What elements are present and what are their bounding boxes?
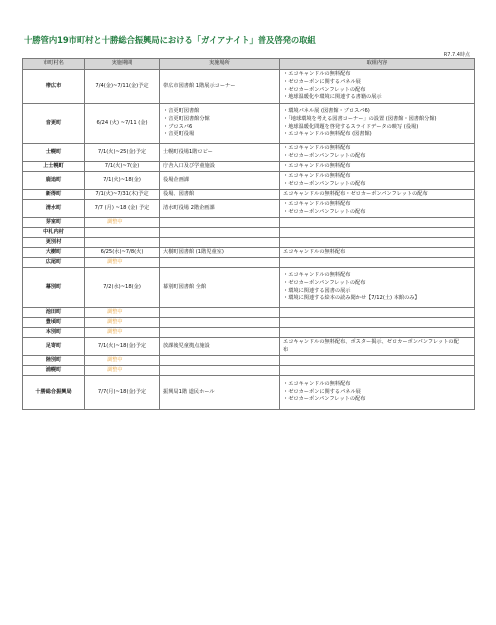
header-location: 実施場所 — [160, 59, 280, 70]
location-cell — [160, 318, 280, 328]
content-line: 布 — [283, 346, 289, 353]
location-cell — [160, 172, 280, 190]
table-row — [23, 318, 475, 328]
municipality-cell: 音更町 — [23, 104, 85, 144]
period-cell-pending: 調整中 — [85, 308, 160, 318]
content-line: ・ゼロカーボンに関するパネル展 — [283, 388, 361, 395]
location-cell — [160, 308, 280, 318]
table-row — [23, 144, 475, 162]
municipality-cell: 幕別町 — [23, 268, 85, 308]
municipality-cell: 更別村 — [23, 238, 85, 248]
location-cell — [160, 258, 280, 268]
content-cell — [280, 356, 475, 366]
content-cell — [280, 366, 475, 376]
table-row — [23, 308, 475, 318]
content-cell — [280, 228, 475, 238]
location-cell — [160, 162, 280, 172]
location-line: 庁舎入口及び学童施設 — [163, 162, 215, 169]
content-line: ・環境に関連する絵本の読み聞かせ【7/12(土) 本館のみ】 — [283, 295, 420, 302]
content-line: ・エコキャンドルの無料配布 — [283, 162, 351, 169]
location-line: ・音更町役場 — [163, 131, 195, 138]
content-line: ・エコキャンドルの無料配布 — [283, 71, 351, 78]
content-cell — [280, 218, 475, 228]
period-cell: 7/1(火)~7/31(木)予定 — [85, 190, 160, 200]
municipality-cell: 芽室町 — [23, 218, 85, 228]
table-row — [23, 258, 475, 268]
location-line: 役場企画課 — [163, 176, 189, 183]
location-line: ・音更町図書館 — [163, 108, 200, 115]
municipality-cell: 池田町 — [23, 308, 85, 318]
table-row — [23, 366, 475, 376]
content-cell — [280, 200, 475, 218]
content-cell — [280, 338, 475, 356]
period-cell — [85, 228, 160, 238]
content-line: ・エコキャンドルの無料配布 — [283, 272, 351, 279]
municipality-cell: 上士幌町 — [23, 162, 85, 172]
table-row — [23, 200, 475, 218]
period-cell: 6/24 (火) ~7/11 (金) — [85, 104, 160, 144]
location-cell — [160, 200, 280, 218]
content-cell — [280, 376, 475, 410]
content-cell — [280, 144, 475, 162]
content-line: ・エコキャンドルの無料配布 (図書館) — [283, 131, 372, 138]
location-line: 士幌町役場1階ロビー — [163, 148, 213, 155]
as-of-date: R7.7.4時点 — [443, 52, 470, 58]
location-line: 大樹町図書館 (1階児童室) — [163, 248, 224, 255]
period-cell: 6/25(水)~7/8(火) — [85, 248, 160, 258]
location-cell — [160, 238, 280, 248]
location-cell — [160, 376, 280, 410]
location-cell — [160, 104, 280, 144]
header-period: 実施期間 — [85, 59, 160, 70]
location-line: 役場、図書館 — [163, 190, 195, 197]
location-line: ・音更町図書館分館 — [163, 115, 210, 122]
content-cell — [280, 190, 475, 200]
content-cell — [280, 172, 475, 190]
location-line: ・ブロスパ6 — [163, 123, 193, 130]
location-cell — [160, 144, 280, 162]
content-line: ・地球温暖化問題を啓発するスライドデータの映写 (役場) — [283, 123, 419, 130]
municipality-cell: 浦幌町 — [23, 366, 85, 376]
content-cell — [280, 268, 475, 308]
content-cell — [280, 162, 475, 172]
location-cell — [160, 366, 280, 376]
content-cell — [280, 104, 475, 144]
period-cell: 7/1(火)~7(金) — [85, 162, 160, 172]
content-line: ・環境パネル展 (図書館・ブロスパ6) — [283, 108, 370, 115]
period-cell-pending: 調整中 — [85, 328, 160, 338]
page-title: 十勝管内19市町村と十勝総合振興局における「ガイアナイト」普及啓発の取組 — [24, 35, 316, 45]
period-cell — [85, 238, 160, 248]
table-row — [23, 218, 475, 228]
municipality-cell: 十勝総合振興局 — [23, 376, 85, 410]
content-line: ・エコキャンドルの無料配布 — [283, 144, 351, 151]
location-cell — [160, 218, 280, 228]
period-cell-pending: 調整中 — [85, 258, 160, 268]
period-cell-pending: 調整中 — [85, 366, 160, 376]
location-line: 振興局1階 道民ホール — [163, 388, 215, 395]
municipality-cell: 鹿追町 — [23, 172, 85, 190]
content-line: ・ゼロカーボンパンフレットの配布 — [283, 180, 366, 187]
location-cell — [160, 268, 280, 308]
municipality-cell: 帯広市 — [23, 70, 85, 104]
municipality-cell: 士幌町 — [23, 144, 85, 162]
municipality-cell: 広尾町 — [23, 258, 85, 268]
municipality-cell: 大樹町 — [23, 248, 85, 258]
table-row — [23, 70, 475, 104]
content-line: エコキャンドルの無料配布・ゼロカーボンパンフレットの配布 — [283, 190, 428, 197]
location-cell — [160, 70, 280, 104]
header-content: 取組内容 — [280, 59, 475, 70]
table-row — [23, 328, 475, 338]
content-line: エコキャンドルの無料配布 — [283, 248, 346, 255]
table-row — [23, 248, 475, 258]
location-cell — [160, 338, 280, 356]
location-cell — [160, 228, 280, 238]
table-row — [23, 104, 475, 144]
period-cell: 7/7(月)~18(金)予定 — [85, 376, 160, 410]
municipality-cell: 陸別町 — [23, 356, 85, 366]
period-cell: 7/7 (月) ~18 (金) 予定 — [85, 200, 160, 218]
content-line: ・環境に関連する図書の展示 — [283, 287, 351, 294]
content-line: ・ゼロカーボンに関するパネル展 — [283, 78, 361, 85]
table-row — [23, 228, 475, 238]
header-row — [23, 59, 475, 70]
municipality-cell: 新得町 — [23, 190, 85, 200]
location-line: 帯広市図書館 1階展示コーナー — [163, 82, 236, 89]
table-row — [23, 268, 475, 308]
location-line: 清水町役場 2階企画課 — [163, 204, 215, 211]
content-line: ・ゼロカーボンパンフレットの配布 — [283, 279, 366, 286]
content-cell — [280, 308, 475, 318]
location-cell — [160, 328, 280, 338]
table-row — [23, 376, 475, 410]
period-cell: 7/4(金)~7/11(金)予定 — [85, 70, 160, 104]
location-line: 放課後児童拠点施設 — [163, 342, 210, 349]
content-cell — [280, 248, 475, 258]
content-line: ・ゼロカーボンパンフレットの配布 — [283, 152, 366, 159]
initiatives-table — [22, 58, 475, 410]
municipality-cell: 中札内村 — [23, 228, 85, 238]
municipality-cell: 清水町 — [23, 200, 85, 218]
content-line: ・ゼロカーボンパンフレットの配布 — [283, 396, 366, 403]
municipality-cell: 豊頃町 — [23, 318, 85, 328]
location-cell — [160, 356, 280, 366]
content-line: ・地球温暖化や環境に関連する書籍の展示 — [283, 94, 382, 101]
location-cell — [160, 248, 280, 258]
content-cell — [280, 328, 475, 338]
content-line: エコキャンドルの無料配布、ポスター掲示、ゼロカーボンパンフレットの配 — [283, 338, 459, 345]
content-line: ・ゼロカーボンパンフレットの配布 — [283, 208, 366, 215]
period-cell: 7/1(火)~25(金)予定 — [85, 144, 160, 162]
municipality-cell: 足寄町 — [23, 338, 85, 356]
period-cell: 7/2(水)~18(金) — [85, 268, 160, 308]
period-cell-pending: 調整中 — [85, 356, 160, 366]
content-line: ・「地球環境を考える図書コーナー」の設置 (図書館・図書館分館) — [283, 115, 437, 122]
period-cell: 7/1(火)~18(金)予定 — [85, 338, 160, 356]
table-row — [23, 238, 475, 248]
period-cell-pending: 調整中 — [85, 318, 160, 328]
content-line: ・ゼロカーボンパンフレットの配布 — [283, 86, 366, 93]
location-cell — [160, 190, 280, 200]
table-row — [23, 162, 475, 172]
content-line: ・エコキャンドルの無料配布 — [283, 172, 351, 179]
table-row — [23, 338, 475, 356]
content-line: ・エコキャンドルの無料配布 — [283, 381, 351, 388]
content-line: ・エコキャンドルの無料配布 — [283, 200, 351, 207]
table-row — [23, 172, 475, 190]
table-row — [23, 356, 475, 366]
content-cell — [280, 318, 475, 328]
period-cell-pending: 調整中 — [85, 218, 160, 228]
location-line: 幕別町図書館 全館 — [163, 283, 207, 290]
content-cell — [280, 238, 475, 248]
content-cell — [280, 258, 475, 268]
table-row — [23, 190, 475, 200]
content-cell — [280, 70, 475, 104]
municipality-cell: 本別町 — [23, 328, 85, 338]
period-cell: 7/1(火)~18(金) — [85, 172, 160, 190]
header-municipality: 市町村名 — [23, 59, 85, 70]
